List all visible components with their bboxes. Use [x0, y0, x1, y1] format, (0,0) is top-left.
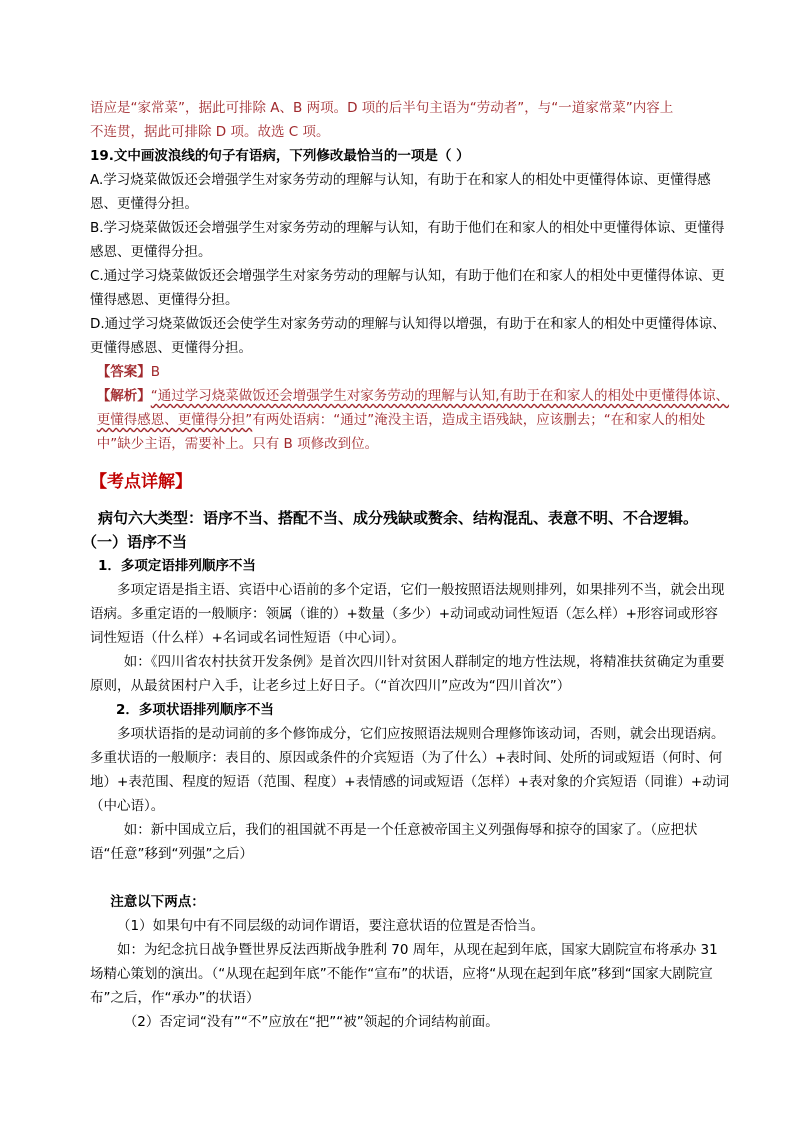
explanation-line-2: 不连贯，据此可排除 D 项。故选 C 项。 — [90, 124, 330, 140]
previous-explanation — [90, 96, 730, 144]
section-title: 【考点详解】 — [90, 472, 192, 492]
item-2-heading: 2．多项状语排列顺序不当 — [116, 702, 274, 718]
item-2-body: 多项状语指的是动词前的多个修饰成分，它们应按照语法规则合理修饰该动词，否则，就会出现语病。多重状语的一般顺序：表目的、原因或条件的介宾短语（为了什么）+表时间、处所的词或短语（何时、何地）+表范围、程度的短语（范围、程度）+表情感的词或短语（怎样）+表对象的介宾短语（同谁）+动词（中心语）。 — [90, 726, 730, 814]
note-1: （1）如果句中有不同层级的动词作谓语，要注意状语的位置是否恰当。 — [117, 918, 545, 934]
note-2: （2）否定词“没有”“不”应放在“把”“被”领起的介词结构前面。 — [123, 1014, 499, 1030]
option-b: B.学习烧菜做饭还会增强学生对家务劳动的理解与认知，有助于他们在和家人的相处中更懂得体谅、更懂得感恩、更懂得分担。 — [90, 220, 725, 260]
error-types-line: 病句六大类型：语序不当、搭配不当、成分残缺或赘余、结构混乱、表意不明、不合逻辑。 — [98, 509, 699, 527]
option-c: C.通过学习烧菜做饭还会增强学生对家务劳动的理解与认知，有助于他们在和家人的相处中更懂得体谅、更懂得感恩、更懂得分担。 — [90, 268, 725, 308]
analysis-rest: 有两处语病：“通过”淹没主语，造成主语残缺，应该删去；“在和家人的相处中”缺少主语，需要补上。只有 B 项修改到位。 — [96, 412, 706, 452]
note-1-example: 如：为纪念抗日战争暨世界反法西斯战争胜利 70 周年，从现在起到年底，国家大剧院宣布将承办 31 场精心策划的演出。（“从现在起到年底”不能作“宣布”的状语，应将“从现在起到年底”移到“国家大剧院宣布”之后，作“承办”的状语） — [90, 942, 718, 1006]
item-1-body: 多项定语是指主语、宾语中心语前的多个定语，它们一般按照语法规则排列，如果排列不当，就会出现语病。多重定语的一般顺序：领属（谁的）+数量（多少）+动词或动词性短语（怎么样）+形容词或形容词性短语（什么样）+名词或名词性短语（中心词）。 — [90, 582, 725, 646]
analysis — [90, 384, 730, 456]
explanation-line-1: 语应是“家常菜”，据此可排除 A、B 两项。D 项的后半句主语为“劳动者”，与“一道家常菜”内容上 — [90, 100, 674, 116]
answer-label: 【答案】 — [96, 364, 151, 380]
analysis-quote: “通过学习烧菜做饭还会增强学生对家务劳动的理解与认知,有助于在和家人的相处中更懂得体谅、更懂得感恩、更懂得分担” — [96, 388, 730, 428]
analysis-label: 【解析】 — [96, 388, 151, 404]
item-1-heading: 1．多项定语排列顺序不当 — [98, 558, 256, 574]
item-1 — [90, 554, 730, 698]
option-a: A.学习烧菜做饭还会增强学生对家务劳动的理解与认知，有助于在和家人的相处中更懂得体谅、更懂得感恩、更懂得分担。 — [90, 172, 711, 212]
item-2 — [90, 698, 730, 866]
answer-line — [90, 360, 730, 384]
question-stem: 19.文中画波浪线的句子有语病，下列修改最恰当的一项是（ ） — [90, 148, 470, 164]
item-2-example: 如：新中国成立后，我们的祖国就不再是一个任意被帝国主义列强侮辱和掠夺的国家了。（应把状语“任意”移到“列强”之后） — [90, 822, 698, 862]
notes — [90, 890, 730, 1034]
notes-heading: 注意以下两点： — [110, 894, 205, 910]
item-1-example: 如：《四川省农村扶贫开发条例》是首次四川针对贫困人群制定的地方性法规，将精准扶贫确定为重要原则，从最贫困村户入手，让老乡过上好日子。（“首次四川”应改为“四川首次”） — [90, 654, 725, 694]
subsection-title: （一）语序不当 — [82, 533, 188, 551]
option-d: D.通过学习烧菜做饭还会使学生对家务劳动的理解与认知得以增强，有助于在和家人的相处中更懂得体谅、更懂得感恩、更懂得分担。 — [90, 316, 726, 356]
question-19 — [90, 144, 730, 456]
answer-value: B — [150, 364, 161, 380]
